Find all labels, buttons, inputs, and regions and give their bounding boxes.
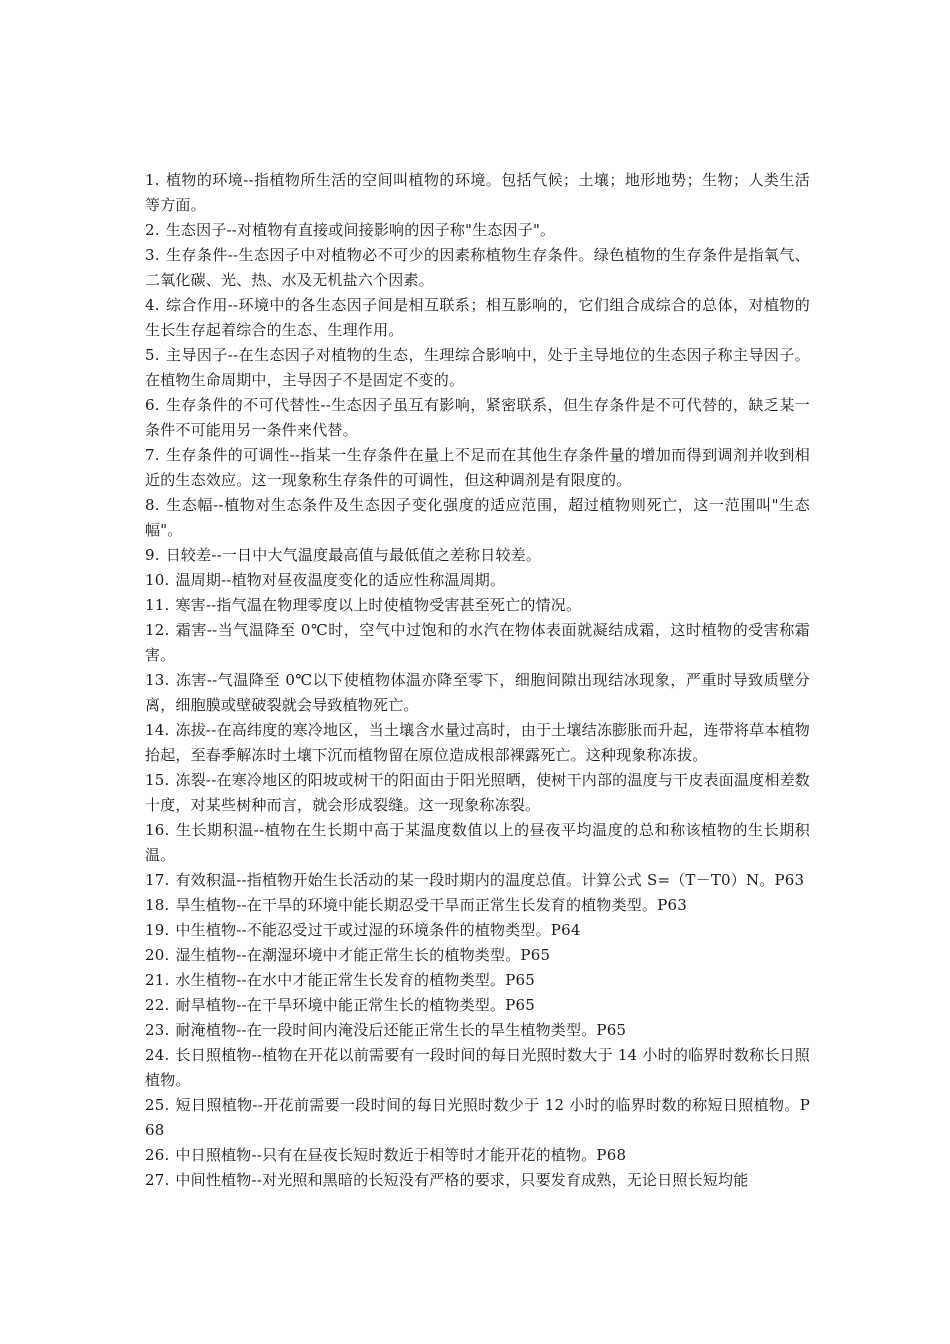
item-text: 有效积温--指植物开始生长活动的某一段时期内的温度总值。计算公式 S=（T－T0）N。P63 (175, 871, 805, 889)
item-number: 3. (145, 246, 160, 264)
item-number: 7. (145, 446, 160, 464)
list-item (145, 718, 810, 768)
item-text: 日较差--一日中大气温度最高值与最低值之差称日较差。 (165, 546, 542, 564)
list-item (145, 893, 810, 918)
list-item (145, 818, 810, 868)
item-text: 寒害--指气温在物理零度以上时使植物受害甚至死亡的情况。 (175, 596, 582, 614)
item-text: 生存条件的不可代替性--生态因子虽互有影响，紧密联系，但生存条件是不可代替的，缺乏某一条件不可能用另一条件来代替。 (145, 396, 810, 439)
item-text: 霜害--当气温降至 0℃时，空气中过饱和的水汽在物体表面就凝结成霜，这时植物的受害称霜害。 (145, 621, 810, 664)
item-text: 长日照植物--植物在开花以前需要有一段时间的每日光照时数大于 14 小时的临界时数称长日照植物。 (145, 1046, 810, 1089)
list-item (145, 918, 810, 943)
item-number: 6. (145, 396, 160, 414)
list-item (145, 1168, 810, 1193)
item-text: 中日照植物--只有在昼夜长短时数近于相等时才能开花的植物。P68 (175, 1146, 627, 1164)
item-number: 14. (145, 721, 170, 739)
list-item (145, 493, 810, 543)
item-number: 21. (145, 971, 170, 989)
item-text: 生态因子--对植物有直接或间接影响的因子称"生态因子"。 (165, 221, 556, 239)
item-text: 生长期积温--植物在生长期中高于某温度数值以上的昼夜平均温度的总和称该植物的生长期积温。 (145, 821, 810, 864)
list-item (145, 593, 810, 618)
list-item (145, 993, 810, 1018)
item-number: 18. (145, 896, 170, 914)
item-number: 24. (145, 1046, 170, 1064)
item-number: 15. (145, 771, 170, 789)
item-number: 20. (145, 946, 170, 964)
item-text: 冻害--气温降至 0℃以下使植物体温亦降至零下，细胞间隙出现结冰现象，严重时导致质壁分离，细胞膜或壁破裂就会导致植物死亡。 (145, 671, 810, 714)
list-item (145, 343, 810, 393)
item-number: 10. (145, 571, 170, 589)
document-page (145, 168, 810, 1193)
list-item (145, 1018, 810, 1043)
item-text: 主导因子--在生态因子对植物的生态，生理综合影响中，处于主导地位的生态因子称主导因子。在植物生命周期中，主导因子不是固定不变的。 (145, 346, 810, 389)
item-number: 17. (145, 871, 170, 889)
list-item (145, 1143, 810, 1168)
item-text: 温周期--植物对昼夜温度变化的适应性称温周期。 (175, 571, 506, 589)
item-text: 短日照植物--开花前需要一段时间的每日光照时数少于 12 小时的临界时数的称短日照植物。P68 (145, 1096, 810, 1139)
item-number: 16. (145, 821, 170, 839)
item-text: 冻裂--在寒冷地区的阳坡或树干的阳面由于阳光照晒，使树干内部的温度与干皮表面温度相差数十度，对某些树种而言，就会形成裂缝。这一现象称冻裂。 (145, 771, 810, 814)
item-number: 25. (145, 1096, 170, 1114)
list-item (145, 443, 810, 493)
list-item (145, 1093, 810, 1143)
item-number: 12. (145, 621, 170, 639)
list-item (145, 218, 810, 243)
item-number: 22. (145, 996, 170, 1014)
list-item (145, 243, 810, 293)
item-text: 综合作用--环境中的各生态因子间是相互联系；相互影响的，它们组合成综合的总体，对植物的生长生存起着综合的生态、生理作用。 (145, 296, 810, 339)
list-item (145, 868, 810, 893)
item-text: 中间性植物--对光照和黑暗的长短没有严格的要求，只要发育成熟，无论日照长短均能 (175, 1171, 749, 1189)
item-number: 19. (145, 921, 170, 939)
item-text: 中生植物--不能忍受过干或过湿的环境条件的植物类型。P64 (175, 921, 581, 939)
item-text: 植物的环境--指植物所生活的空间叫植物的环境。包括气候；土壤；地形地势；生物；人类生活等方面。 (145, 171, 810, 214)
list-item (145, 618, 810, 668)
item-number: 2. (145, 221, 160, 239)
item-number: 4. (145, 296, 160, 314)
item-text: 耐旱植物--在干旱环境中能正常生长的植物类型。P65 (175, 996, 535, 1014)
item-number: 26. (145, 1146, 170, 1164)
list-item (145, 768, 810, 818)
item-text: 生存条件--生态因子中对植物必不可少的因素称植物生存条件。绿色植物的生存条件是指氧气、二氧化碳、光、热、水及无机盐六个因素。 (145, 246, 810, 289)
list-item (145, 393, 810, 443)
item-number: 27. (145, 1171, 170, 1189)
list-item (145, 943, 810, 968)
item-number: 13. (145, 671, 170, 689)
item-text: 生态幅--植物对生态条件及生态因子变化强度的适应范围，超过植物则死亡，这一范围叫"生态幅"。 (145, 496, 810, 539)
item-number: 11. (145, 596, 170, 614)
list-item (145, 568, 810, 593)
item-number: 9. (145, 546, 160, 564)
list-item (145, 968, 810, 993)
item-text: 冻拔--在高纬度的寒冷地区，当土壤含水量过高时，由于土壤结冻膨胀而升起，连带将草本植物抬起，至春季解冻时土壤下沉而植物留在原位造成根部裸露死亡。这种现象称冻拔。 (145, 721, 810, 764)
list-item (145, 543, 810, 568)
list-item (145, 1043, 810, 1093)
list-item (145, 168, 810, 218)
item-number: 1. (145, 171, 160, 189)
item-text: 湿生植物--在潮湿环境中才能正常生长的植物类型。P65 (175, 946, 551, 964)
list-item (145, 668, 810, 718)
item-text: 耐淹植物--在一段时间内淹没后还能正常生长的旱生植物类型。P65 (175, 1021, 627, 1039)
item-text: 生存条件的可调性--指某一生存条件在量上不足而在其他生存条件量的增加而得到调剂并收到相近的生态效应。这一现象称生存条件的可调性，但这种调剂是有限度的。 (145, 446, 810, 489)
item-number: 8. (145, 496, 160, 514)
item-text: 水生植物--在水中才能正常生长发育的植物类型。P65 (175, 971, 535, 989)
item-number: 5. (145, 346, 160, 364)
item-text: 旱生植物--在干旱的环境中能长期忍受干旱而正常生长发育的植物类型。P63 (175, 896, 687, 914)
item-number: 23. (145, 1021, 170, 1039)
list-item (145, 293, 810, 343)
